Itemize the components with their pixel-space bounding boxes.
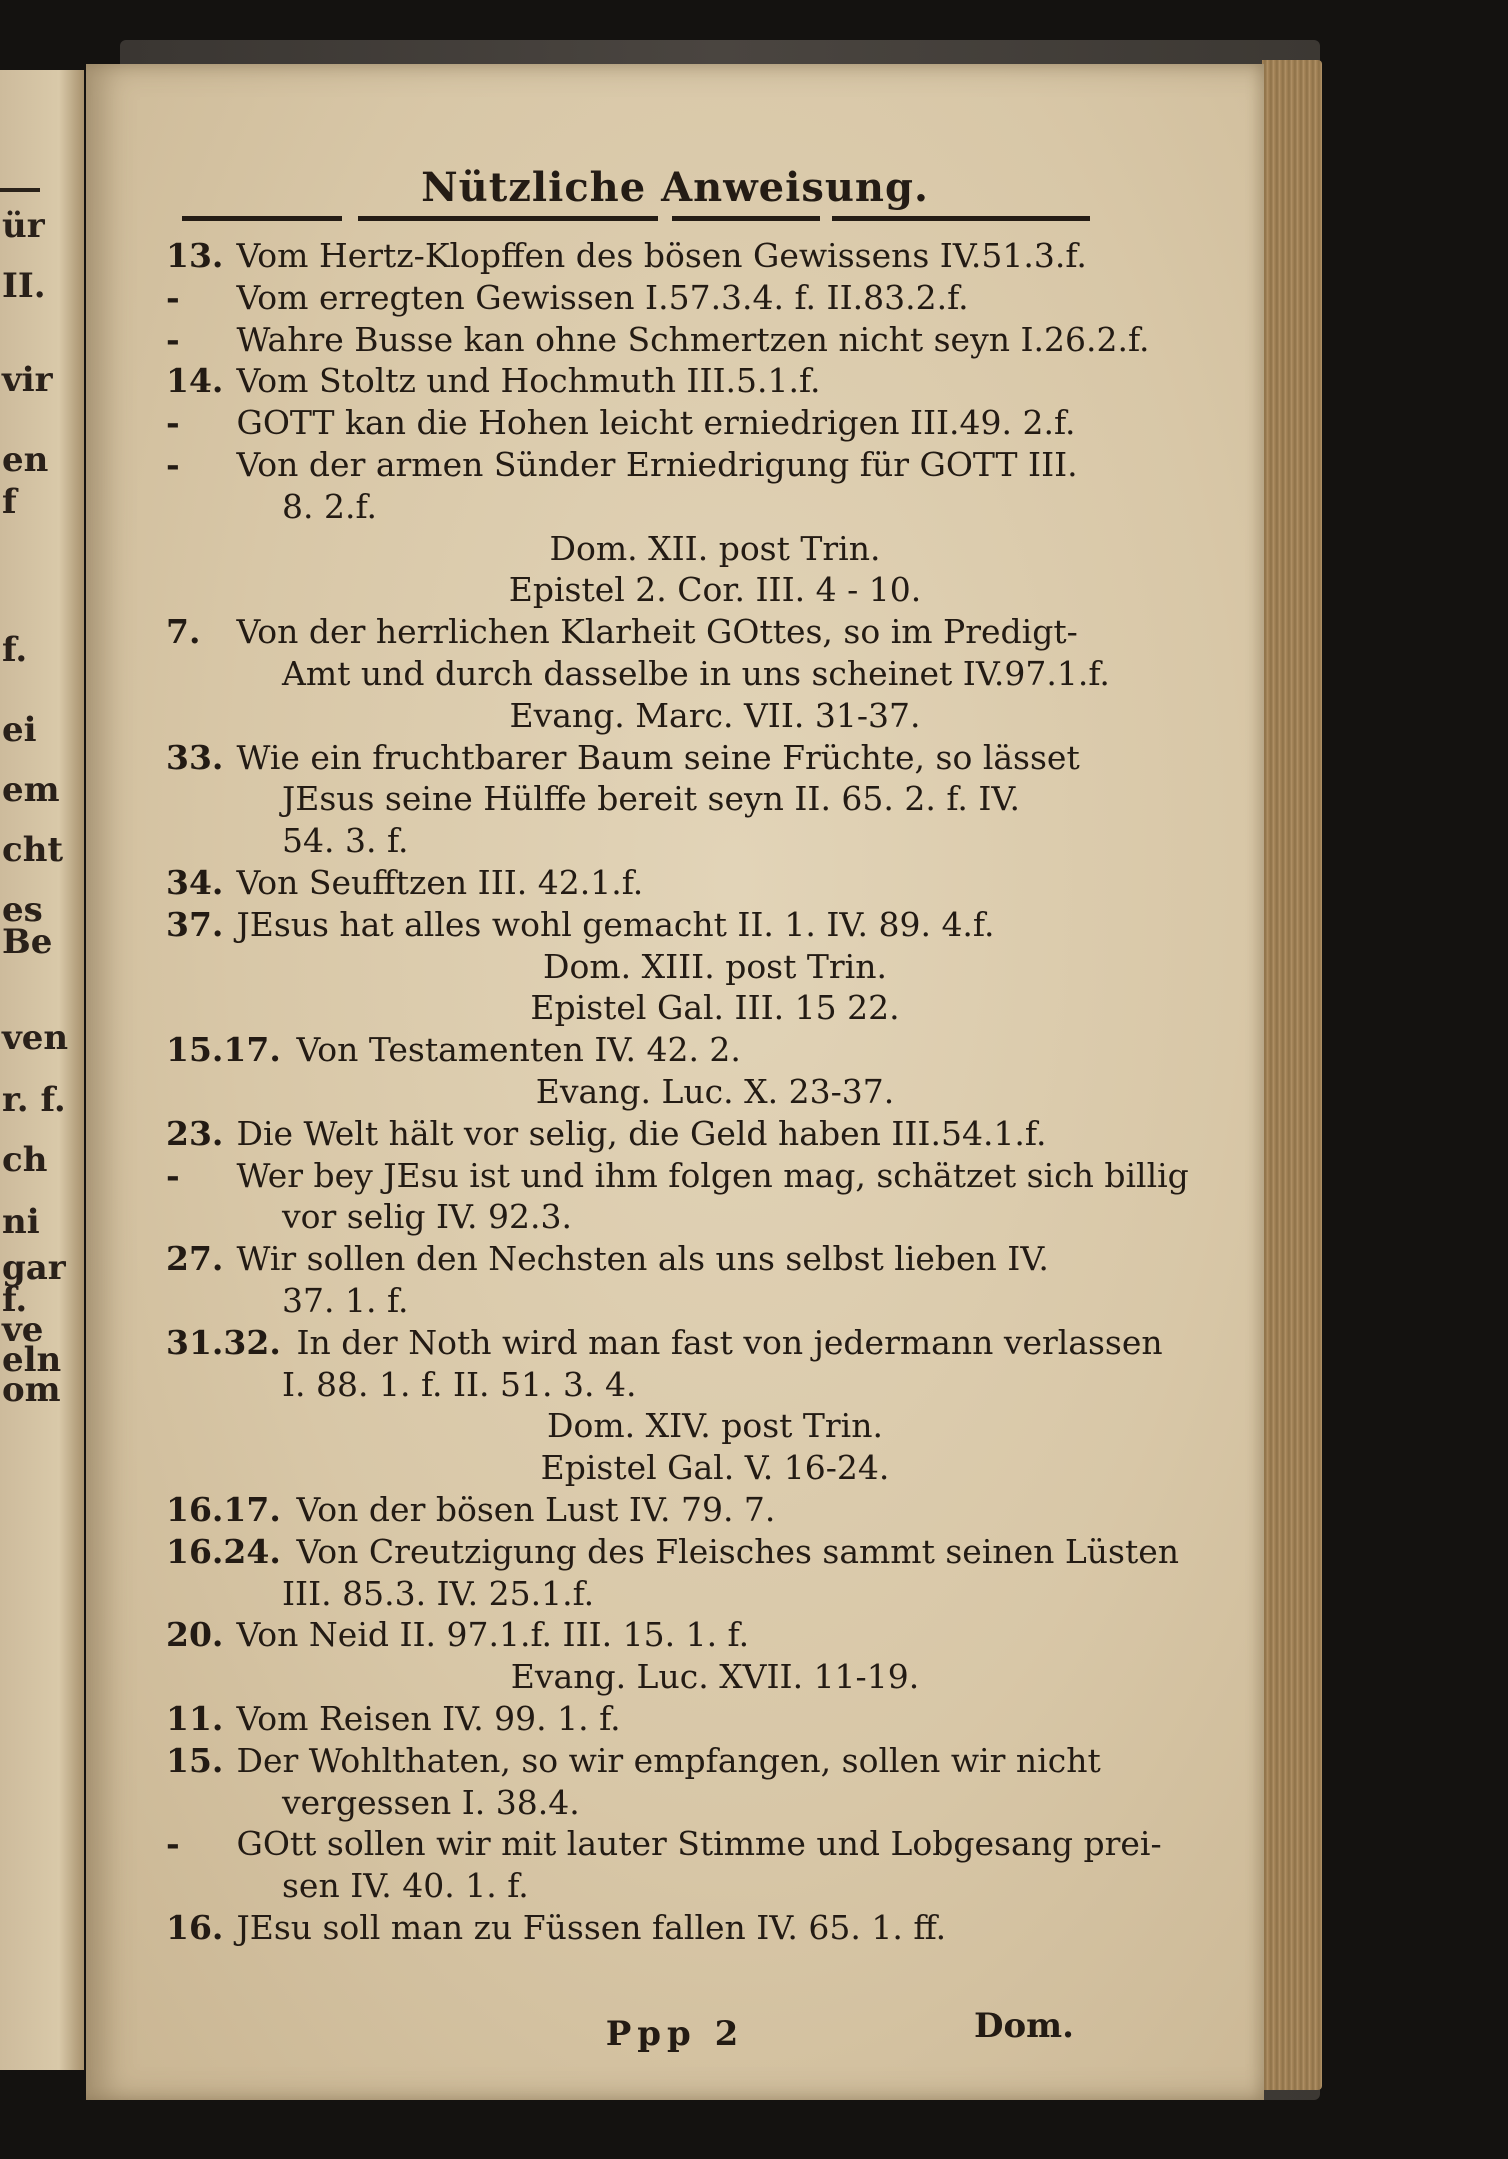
left-page-fragment: en (2, 440, 49, 480)
left-page-fragment: cht (2, 830, 64, 870)
left-page-rule (0, 188, 40, 192)
index-line (166, 905, 994, 945)
left-page-fragment: om (2, 1370, 61, 1410)
index-line (166, 1532, 1179, 1572)
index-line (166, 1030, 741, 1070)
index-line (166, 1908, 946, 1948)
entry-text: Von Neid II. 97.1.f. III. 15. 1. f. (236, 1615, 750, 1655)
index-line (86, 1657, 1264, 1697)
index-line (282, 1365, 636, 1405)
verse-number: 11. (166, 1699, 224, 1738)
entry-text: 37. 1. f. (282, 1281, 409, 1320)
entry-text: Von der armen Sünder Erniedrigung für GOTT III. (236, 445, 1078, 484)
entry-text: Der Wohlthaten, so wir empfangen, sollen wir nicht (236, 1740, 1101, 1780)
left-page-fragment: f. (2, 630, 28, 670)
entry-text: Evang. Luc. XVII. 11-19. (510, 1657, 920, 1697)
entry-text: GOtt sollen wir mit lauter Stimme und Lobgesang prei- (236, 1824, 1162, 1864)
index-line (166, 445, 1078, 485)
index-line (166, 612, 1078, 652)
index-line (86, 1448, 1264, 1488)
page-edges (1262, 60, 1322, 2090)
index-line (166, 1490, 775, 1530)
verse-number: 16. (166, 1908, 224, 1947)
left-page-fragment: II. (2, 266, 46, 306)
entry-text: Wahre Busse kan ohne Schmertzen nicht seyn I.26.2.f. (236, 319, 1150, 359)
index-line (166, 1239, 1049, 1279)
left-page-fragment: eln (2, 1340, 62, 1380)
index-line (166, 1323, 1163, 1363)
signature-mark: Ppp 2 (605, 2014, 745, 2054)
left-page-fragment: f (2, 482, 17, 522)
entry-text: Von Testamenten IV. 42. 2. (296, 1030, 741, 1070)
entry-text: Von der bösen Lust IV. 79. 7. (296, 1490, 776, 1529)
index-line (166, 1156, 1189, 1196)
verse-number: 27. (166, 1239, 224, 1279)
entry-text: Vom Reisen IV. 99. 1. f. (236, 1699, 621, 1738)
header-rule (182, 216, 1090, 226)
left-page-fragment: f. (2, 1280, 28, 1320)
left-page-fragment: ve (2, 1310, 44, 1350)
left-page-fragment: em (2, 770, 60, 810)
index-line (282, 779, 1020, 819)
left-page (0, 70, 84, 2070)
index-line (86, 988, 1264, 1028)
entry-text: Von Seufftzen III. 42.1.f. (236, 863, 644, 902)
right-page (86, 64, 1264, 2100)
index-line (86, 570, 1264, 610)
index-line (166, 320, 1150, 360)
left-page-fragment: ven (2, 1018, 69, 1058)
entry-text: In der Noth wird man fast von jedermann verlassen (296, 1322, 1163, 1362)
verse-number: 7. (166, 612, 201, 652)
verse-number: 37. (166, 904, 224, 944)
entry-text: vor selig IV. 92.3. (282, 1197, 573, 1237)
entry-text: JEsus hat alles wohl gemacht II. 1. IV. 89. 4.f. (236, 904, 995, 944)
index-line (166, 1699, 621, 1739)
verse-number: 34. (166, 863, 224, 902)
entry-text: Vom Hertz-Klopffen des bösen Gewissens IV.51.3.f. (236, 236, 1087, 275)
entry-text: Epistel 2. Cor. III. 4 - 10. (508, 570, 922, 610)
index-line (166, 1741, 1101, 1781)
verse-number: 16.24. (166, 1531, 281, 1571)
entry-text: GOTT kan die Hohen leicht erniedrigen III.49. 2.f. (236, 403, 1076, 443)
index-line (166, 738, 1080, 778)
index-line (86, 1072, 1264, 1112)
left-page-fragment: vir (2, 360, 53, 400)
verse-number: 31.32. (166, 1322, 281, 1362)
entry-text: Vom erregten Gewissen I.57.3.4. f. II.83.2.f. (236, 277, 969, 317)
verse-number: 23. (166, 1113, 224, 1153)
index-line (166, 863, 643, 903)
verse-number: - (166, 403, 180, 443)
left-page-fragment: ni (2, 1202, 40, 1242)
verse-number: - (166, 319, 180, 359)
verse-number: 14. (166, 361, 224, 401)
verse-number: - (166, 445, 180, 484)
left-page-fragment: gar (2, 1248, 66, 1288)
index-line (282, 1197, 572, 1237)
verse-number: 15. (166, 1740, 224, 1780)
index-line (282, 487, 377, 527)
left-page-fragment: ür (2, 206, 45, 246)
entry-text: Wer bey JEsu ist und ihm folgen mag, schätzet sich billig (236, 1155, 1189, 1195)
verse-number: - (166, 1824, 180, 1864)
entry-text: Wir sollen den Nechsten als uns selbst lieben IV. (236, 1239, 1049, 1279)
verse-number: 15.17. (166, 1030, 281, 1070)
entry-text: Epistel Gal. V. 16-24. (540, 1448, 890, 1488)
entry-text: Evang. Marc. VII. 31-37. (509, 695, 921, 735)
entry-text: sen IV. 40. 1. f. (282, 1866, 529, 1906)
entry-text: JEsus seine Hülffe bereit seyn II. 65. 2. f. IV. (282, 779, 1020, 819)
index-line (166, 278, 969, 318)
verse-number: - (166, 277, 180, 317)
entry-text: Epistel Gal. III. 15 22. (530, 988, 900, 1028)
index-line (166, 236, 1087, 276)
index-line (282, 821, 408, 861)
index-line (86, 529, 1264, 569)
entry-text: Vom Stoltz und Hochmuth III.5.1.f. (236, 361, 821, 401)
entry-text: Wie ein fruchtbarer Baum seine Früchte, so lässet (236, 737, 1080, 777)
entry-text: Amt und durch dasselbe in uns scheinet IV.97.1.f. (282, 654, 1110, 693)
index-line (282, 654, 1110, 694)
index-line (86, 947, 1264, 987)
index-line (86, 1406, 1264, 1446)
verse-number: 13. (166, 236, 224, 275)
left-page-fragment: ei (2, 710, 37, 750)
page-header: Nützliche Anweisung. (421, 164, 929, 211)
index-line (86, 696, 1264, 736)
index-line (166, 1824, 1162, 1864)
entry-text: Von der herrlichen Klarheit GOttes, so im Predigt- (236, 612, 1078, 652)
entry-text: 54. 3. f. (282, 821, 409, 861)
entry-text: Die Welt hält vor selig, die Geld haben III.54.1.f. (236, 1113, 1047, 1153)
verse-number: 20. (166, 1615, 224, 1655)
left-page-fragment: ch (2, 1140, 48, 1180)
entry-text: Dom. XII. post Trin. (549, 528, 881, 568)
entry-text: 8. 2.f. (282, 486, 377, 526)
index-line (282, 1281, 408, 1321)
verse-number: 33. (166, 737, 224, 777)
entry-text: vergessen I. 38.4. (282, 1782, 580, 1822)
entry-text: Von Creutzigung des Fleisches sammt seinen Lüsten (296, 1531, 1180, 1571)
entry-text: Dom. XIV. post Trin. (547, 1406, 883, 1446)
left-page-fragment: Be (2, 922, 53, 962)
index-line (166, 1615, 749, 1655)
entry-text: JEsu soll man zu Füssen fallen IV. 65. 1. ff. (236, 1908, 947, 1947)
left-page-fragment: es (2, 890, 43, 930)
entry-text: Evang. Luc. X. 23-37. (535, 1072, 895, 1111)
entry-text: Dom. XIII. post Trin. (543, 946, 887, 986)
index-line (282, 1783, 580, 1823)
verse-number: - (166, 1155, 180, 1195)
index-line (282, 1866, 529, 1906)
entry-text: I. 88. 1. f. II. 51. 3. 4. (282, 1364, 637, 1404)
catchword: Dom. (974, 2006, 1074, 2046)
index-line (166, 361, 821, 401)
index-line (282, 1574, 594, 1614)
verse-number: 16.17. (166, 1490, 281, 1529)
index-line (166, 403, 1076, 443)
left-page-fragment: r. f. (2, 1080, 66, 1120)
index-line (166, 1114, 1046, 1154)
entry-text: III. 85.3. IV. 25.1.f. (282, 1573, 595, 1613)
